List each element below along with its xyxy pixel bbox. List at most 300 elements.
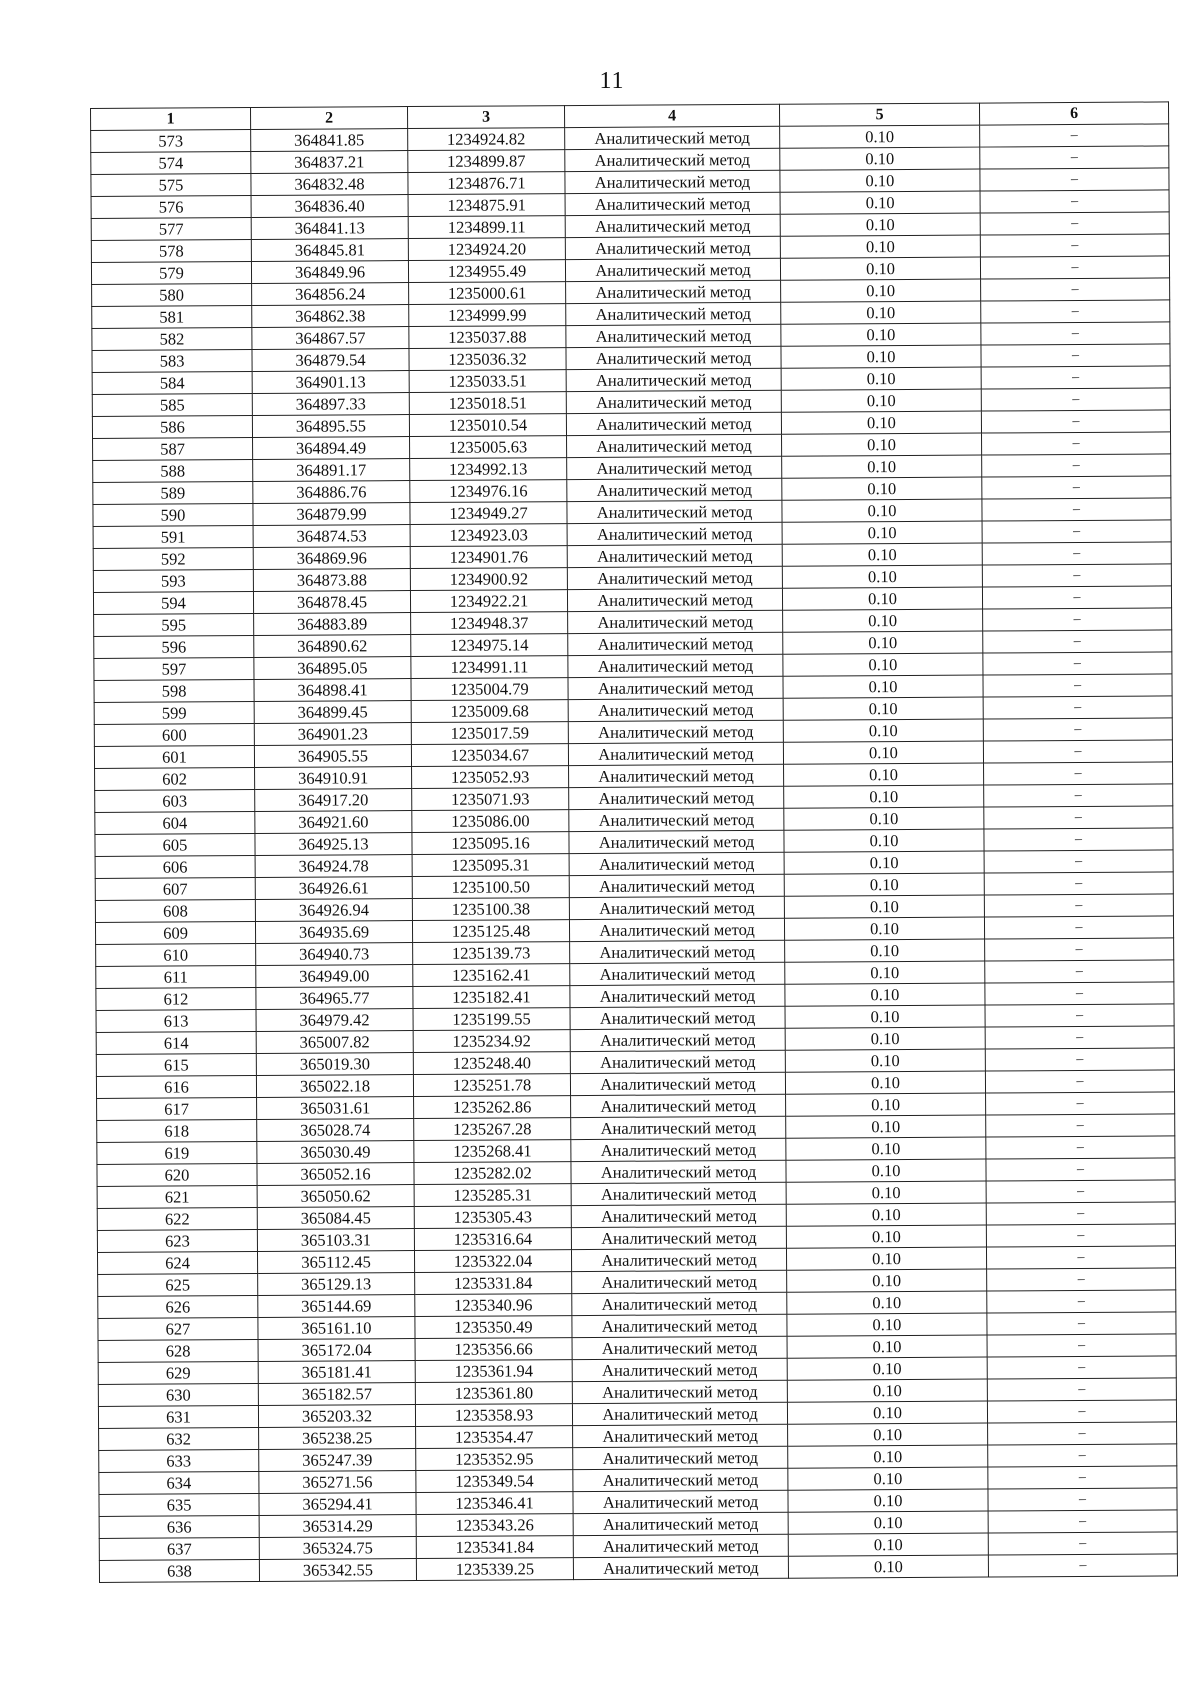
note-cell: –: [983, 652, 1172, 675]
x-coordinate-cell: 364869.96: [253, 547, 410, 570]
method-cell: Аналитический метод: [572, 1314, 787, 1337]
point-number-cell: 634: [99, 1471, 259, 1494]
note-cell: –: [980, 124, 1169, 147]
x-coordinate-cell: 364917.20: [255, 789, 412, 812]
accuracy-cell: 0.10: [781, 279, 981, 302]
accuracy-cell: 0.10: [784, 763, 984, 786]
note-cell: –: [987, 1268, 1176, 1291]
x-coordinate-cell: 364874.53: [253, 525, 410, 548]
point-number-cell: 604: [95, 812, 255, 835]
note-cell: –: [985, 1004, 1174, 1027]
x-coordinate-cell: 364925.13: [255, 833, 412, 856]
accuracy-cell: 0.10: [785, 939, 985, 962]
method-cell: Аналитический метод: [567, 588, 782, 611]
note-cell: –: [982, 476, 1171, 499]
note-cell: –: [981, 366, 1170, 389]
x-coordinate-cell: 365007.82: [256, 1031, 413, 1054]
point-number-cell: 587: [93, 438, 253, 461]
point-number-cell: 636: [99, 1515, 259, 1538]
accuracy-cell: 0.10: [784, 917, 984, 940]
point-number-cell: 624: [97, 1251, 257, 1274]
point-number-cell: 622: [97, 1207, 257, 1230]
y-coordinate-cell: 1235248.40: [413, 1052, 570, 1075]
y-coordinate-cell: 1235199.55: [413, 1008, 570, 1031]
accuracy-cell: 0.10: [787, 1379, 987, 1402]
y-coordinate-cell: 1235004.79: [411, 678, 568, 701]
y-coordinate-cell: 1235139.73: [413, 942, 570, 965]
x-coordinate-cell: 364924.78: [255, 855, 412, 878]
accuracy-cell: 0.10: [780, 191, 980, 214]
accuracy-cell: 0.10: [785, 1027, 985, 1050]
method-cell: Аналитический метод: [572, 1292, 787, 1315]
accuracy-cell: 0.10: [784, 873, 984, 896]
method-cell: Аналитический метод: [573, 1512, 788, 1535]
method-cell: Аналитический метод: [566, 412, 781, 435]
method-cell: Аналитический метод: [572, 1380, 787, 1403]
point-number-cell: 623: [97, 1229, 257, 1252]
y-coordinate-cell: 1234991.11: [411, 656, 568, 679]
note-cell: –: [987, 1356, 1176, 1379]
x-coordinate-cell: 364921.60: [255, 811, 412, 834]
point-number-cell: 603: [95, 790, 255, 813]
x-coordinate-cell: 365294.41: [259, 1493, 416, 1516]
method-cell: Аналитический метод: [568, 720, 783, 743]
method-cell: Аналитический метод: [568, 632, 783, 655]
note-cell: –: [986, 1092, 1175, 1115]
accuracy-cell: 0.10: [780, 235, 980, 258]
method-cell: Аналитический метод: [566, 302, 781, 325]
method-cell: Аналитический метод: [566, 346, 781, 369]
method-cell: Аналитический метод: [570, 962, 785, 985]
y-coordinate-cell: 1235034.67: [411, 744, 568, 767]
point-number-cell: 638: [99, 1559, 259, 1582]
y-coordinate-cell: 1235100.50: [412, 876, 569, 899]
point-number-cell: 573: [91, 130, 251, 153]
method-cell: Аналитический метод: [565, 148, 780, 171]
accuracy-cell: 0.10: [781, 323, 981, 346]
accuracy-cell: 0.10: [787, 1335, 987, 1358]
y-coordinate-cell: 1235005.63: [410, 436, 567, 459]
accuracy-cell: 0.10: [782, 433, 982, 456]
accuracy-cell: 0.10: [788, 1511, 988, 1534]
point-number-cell: 581: [92, 306, 252, 329]
x-coordinate-cell: 364890.62: [254, 635, 411, 658]
method-cell: Аналитический метод: [567, 522, 782, 545]
note-cell: –: [982, 520, 1171, 543]
method-cell: Аналитический метод: [571, 1204, 786, 1227]
y-coordinate-cell: 1235037.88: [409, 326, 566, 349]
note-cell: –: [982, 498, 1171, 521]
x-coordinate-cell: 365019.30: [256, 1053, 413, 1076]
method-cell: Аналитический метод: [569, 896, 784, 919]
accuracy-cell: 0.10: [781, 411, 981, 434]
accuracy-cell: 0.10: [786, 1093, 986, 1116]
method-cell: Аналитический метод: [573, 1534, 788, 1557]
method-cell: Аналитический метод: [570, 1072, 785, 1095]
point-number-cell: 598: [94, 680, 254, 703]
column-header: 6: [979, 102, 1168, 125]
note-cell: –: [981, 410, 1170, 433]
note-cell: –: [988, 1554, 1177, 1577]
note-cell: –: [982, 542, 1171, 565]
note-cell: –: [981, 388, 1170, 411]
column-header: 2: [251, 107, 408, 130]
y-coordinate-cell: 1235262.86: [414, 1096, 571, 1119]
note-cell: –: [984, 762, 1173, 785]
note-cell: –: [986, 1114, 1175, 1137]
point-number-cell: 611: [96, 966, 256, 989]
point-number-cell: 602: [95, 768, 255, 791]
y-coordinate-cell: 1235322.04: [414, 1250, 571, 1273]
x-coordinate-cell: 364878.45: [253, 591, 410, 614]
accuracy-cell: 0.10: [782, 499, 982, 522]
x-coordinate-cell: 365161.10: [258, 1317, 415, 1340]
x-coordinate-cell: 365314.29: [259, 1515, 416, 1538]
table-body: [91, 124, 1178, 1583]
accuracy-cell: 0.10: [783, 631, 983, 654]
x-coordinate-cell: 364879.54: [252, 349, 409, 372]
x-coordinate-cell: 364845.81: [251, 239, 408, 262]
accuracy-cell: 0.10: [787, 1269, 987, 1292]
x-coordinate-cell: 365052.16: [257, 1163, 414, 1186]
note-cell: –: [985, 1070, 1174, 1093]
note-cell: –: [987, 1312, 1176, 1335]
column-header: 4: [564, 104, 779, 127]
method-cell: Аналитический метод: [565, 236, 780, 259]
note-cell: –: [983, 608, 1172, 631]
method-cell: Аналитический метод: [570, 1006, 785, 1029]
y-coordinate-cell: 1235036.32: [409, 348, 566, 371]
point-number-cell: 612: [96, 988, 256, 1011]
point-number-cell: 606: [95, 856, 255, 879]
y-coordinate-cell: 1235268.41: [414, 1140, 571, 1163]
method-cell: Аналитический метод: [567, 434, 782, 457]
point-number-cell: 596: [94, 636, 254, 659]
method-cell: Аналитический метод: [569, 874, 784, 897]
y-coordinate-cell: 1235285.31: [414, 1184, 571, 1207]
accuracy-cell: 0.10: [783, 719, 983, 742]
note-cell: –: [986, 1224, 1175, 1247]
y-coordinate-cell: 1235100.38: [412, 898, 569, 921]
x-coordinate-cell: 364894.49: [253, 437, 410, 460]
y-coordinate-cell: 1235162.41: [413, 964, 570, 987]
method-cell: Аналитический метод: [566, 390, 781, 413]
point-number-cell: 630: [98, 1383, 258, 1406]
coordinates-table: [90, 101, 1178, 1583]
x-coordinate-cell: 364979.42: [256, 1009, 413, 1032]
note-cell: –: [983, 674, 1172, 697]
note-cell: –: [982, 564, 1171, 587]
x-coordinate-cell: 365247.39: [259, 1449, 416, 1472]
y-coordinate-cell: 1234924.20: [408, 238, 565, 261]
note-cell: –: [987, 1400, 1176, 1423]
x-coordinate-cell: 365203.32: [258, 1405, 415, 1428]
note-cell: –: [987, 1290, 1176, 1313]
x-coordinate-cell: 364836.40: [251, 195, 408, 218]
note-cell: –: [980, 168, 1169, 191]
point-number-cell: 631: [98, 1405, 258, 1428]
column-header: 1: [91, 108, 251, 131]
accuracy-cell: 0.10: [781, 345, 981, 368]
method-cell: Аналитический метод: [573, 1556, 788, 1579]
y-coordinate-cell: 1234992.13: [410, 458, 567, 481]
note-cell: –: [984, 828, 1173, 851]
x-coordinate-cell: 364899.45: [254, 701, 411, 724]
x-coordinate-cell: 364856.24: [252, 283, 409, 306]
note-cell: –: [988, 1532, 1177, 1555]
method-cell: Аналитический метод: [565, 170, 780, 193]
method-cell: Аналитический метод: [573, 1468, 788, 1491]
note-cell: –: [986, 1136, 1175, 1159]
accuracy-cell: 0.10: [785, 1049, 985, 1072]
accuracy-cell: 0.10: [788, 1489, 988, 1512]
x-coordinate-cell: 364879.99: [253, 503, 410, 526]
y-coordinate-cell: 1235071.93: [412, 788, 569, 811]
method-cell: Аналитический метод: [567, 544, 782, 567]
note-cell: –: [988, 1422, 1177, 1445]
method-cell: Аналитический метод: [573, 1490, 788, 1513]
method-cell: Аналитический метод: [571, 1116, 786, 1139]
x-coordinate-cell: 365181.41: [258, 1361, 415, 1384]
accuracy-cell: 0.10: [782, 565, 982, 588]
point-number-cell: 577: [91, 218, 251, 241]
y-coordinate-cell: 1234949.27: [410, 502, 567, 525]
x-coordinate-cell: 365050.62: [257, 1185, 414, 1208]
accuracy-cell: 0.10: [788, 1467, 988, 1490]
x-coordinate-cell: 365129.13: [258, 1273, 415, 1296]
x-coordinate-cell: 364862.38: [252, 305, 409, 328]
accuracy-cell: 0.10: [785, 1005, 985, 1028]
x-coordinate-cell: 365271.56: [259, 1471, 416, 1494]
accuracy-cell: 0.10: [786, 1203, 986, 1226]
y-coordinate-cell: 1235331.84: [415, 1272, 572, 1295]
accuracy-cell: 0.10: [782, 587, 982, 610]
accuracy-cell: 0.10: [788, 1555, 988, 1578]
y-coordinate-cell: 1234901.76: [410, 546, 567, 569]
y-coordinate-cell: 1235339.25: [416, 1558, 573, 1581]
accuracy-cell: 0.10: [782, 477, 982, 500]
point-number-cell: 585: [92, 394, 252, 417]
x-coordinate-cell: 364832.48: [251, 173, 408, 196]
point-number-cell: 619: [97, 1142, 257, 1165]
method-cell: Аналитический метод: [569, 764, 784, 787]
y-coordinate-cell: 1235010.54: [409, 414, 566, 437]
point-number-cell: 620: [97, 1163, 257, 1186]
y-coordinate-cell: 1235316.64: [414, 1228, 571, 1251]
method-cell: Аналитический метод: [566, 324, 781, 347]
point-number-cell: 579: [91, 262, 251, 285]
point-number-cell: 605: [95, 834, 255, 857]
note-cell: –: [981, 344, 1170, 367]
x-coordinate-cell: 364837.21: [251, 151, 408, 174]
point-number-cell: 601: [94, 746, 254, 769]
note-cell: –: [984, 872, 1173, 895]
point-number-cell: 582: [92, 328, 252, 351]
accuracy-cell: 0.10: [783, 741, 983, 764]
method-cell: Аналитический метод: [568, 698, 783, 721]
y-coordinate-cell: 1235354.47: [416, 1426, 573, 1449]
method-cell: Аналитический метод: [566, 280, 781, 303]
accuracy-cell: 0.10: [786, 1247, 986, 1270]
method-cell: Аналитический метод: [571, 1248, 786, 1271]
method-cell: Аналитический метод: [568, 676, 783, 699]
point-number-cell: 588: [93, 460, 253, 483]
x-coordinate-cell: 365103.31: [257, 1229, 414, 1252]
y-coordinate-cell: 1235033.51: [409, 370, 566, 393]
note-cell: –: [984, 894, 1173, 917]
note-cell: –: [984, 784, 1173, 807]
y-coordinate-cell: 1235095.31: [412, 854, 569, 877]
y-coordinate-cell: 1234975.14: [411, 634, 568, 657]
method-cell: Аналитический метод: [571, 1226, 786, 1249]
point-number-cell: 609: [95, 922, 255, 945]
accuracy-cell: 0.10: [785, 983, 985, 1006]
method-cell: Аналитический метод: [565, 192, 780, 215]
y-coordinate-cell: 1234948.37: [411, 612, 568, 635]
x-coordinate-cell: 364926.94: [255, 899, 412, 922]
y-coordinate-cell: 1235352.95: [416, 1448, 573, 1471]
x-coordinate-cell: 364895.55: [252, 415, 409, 438]
method-cell: Аналитический метод: [569, 852, 784, 875]
y-coordinate-cell: 1235343.26: [416, 1514, 573, 1537]
point-number-cell: 629: [98, 1361, 258, 1384]
accuracy-cell: 0.10: [784, 829, 984, 852]
y-coordinate-cell: 1234955.49: [408, 260, 565, 283]
point-number-cell: 590: [93, 504, 253, 527]
y-coordinate-cell: 1234999.99: [409, 304, 566, 327]
point-number-cell: 627: [98, 1317, 258, 1340]
point-number-cell: 584: [92, 372, 252, 395]
x-coordinate-cell: 364883.89: [254, 613, 411, 636]
accuracy-cell: 0.10: [782, 455, 982, 478]
y-coordinate-cell: 1235052.93: [412, 766, 569, 789]
point-number-cell: 586: [92, 416, 252, 439]
x-coordinate-cell: 364841.85: [251, 129, 408, 152]
method-cell: Аналитический метод: [573, 1424, 788, 1447]
y-coordinate-cell: 1235341.84: [416, 1536, 573, 1559]
point-number-cell: 580: [92, 284, 252, 307]
method-cell: Аналитический метод: [570, 1050, 785, 1073]
method-cell: Аналитический метод: [567, 566, 782, 589]
note-cell: –: [985, 938, 1174, 961]
accuracy-cell: 0.10: [787, 1313, 987, 1336]
y-coordinate-cell: 1234900.92: [410, 568, 567, 591]
accuracy-cell: 0.10: [788, 1533, 988, 1556]
method-cell: Аналитический метод: [570, 940, 785, 963]
x-coordinate-cell: 364935.69: [255, 921, 412, 944]
x-coordinate-cell: 365324.75: [259, 1537, 416, 1560]
y-coordinate-cell: 1234899.87: [408, 150, 565, 173]
y-coordinate-cell: 1235125.48: [412, 920, 569, 943]
accuracy-cell: 0.10: [784, 807, 984, 830]
method-cell: Аналитический метод: [567, 456, 782, 479]
note-cell: –: [985, 982, 1174, 1005]
y-coordinate-cell: 1235350.49: [415, 1316, 572, 1339]
point-number-cell: 595: [94, 614, 254, 637]
x-coordinate-cell: 365172.04: [258, 1339, 415, 1362]
y-coordinate-cell: 1235358.93: [415, 1404, 572, 1427]
point-number-cell: 614: [96, 1032, 256, 1055]
point-number-cell: 575: [91, 174, 251, 197]
method-cell: Аналитический метод: [572, 1402, 787, 1425]
accuracy-cell: 0.10: [787, 1291, 987, 1314]
note-cell: –: [986, 1202, 1175, 1225]
method-cell: Аналитический метод: [573, 1446, 788, 1469]
x-coordinate-cell: 364897.33: [252, 393, 409, 416]
point-number-cell: 621: [97, 1185, 257, 1208]
method-cell: Аналитический метод: [570, 1028, 785, 1051]
point-number-cell: 591: [93, 526, 253, 549]
accuracy-cell: 0.10: [787, 1357, 987, 1380]
point-number-cell: 600: [94, 724, 254, 747]
accuracy-cell: 0.10: [783, 675, 983, 698]
note-cell: –: [982, 586, 1171, 609]
x-coordinate-cell: 364901.23: [254, 723, 411, 746]
y-coordinate-cell: 1235361.94: [415, 1360, 572, 1383]
point-number-cell: 616: [96, 1076, 256, 1099]
y-coordinate-cell: 1234876.71: [408, 172, 565, 195]
note-cell: –: [987, 1334, 1176, 1357]
accuracy-cell: 0.10: [786, 1137, 986, 1160]
note-cell: –: [980, 256, 1169, 279]
accuracy-cell: 0.10: [783, 609, 983, 632]
accuracy-cell: 0.10: [781, 301, 981, 324]
x-coordinate-cell: 365112.45: [257, 1251, 414, 1274]
accuracy-cell: 0.10: [784, 895, 984, 918]
point-number-cell: 583: [92, 350, 252, 373]
x-coordinate-cell: 364895.05: [254, 657, 411, 680]
x-coordinate-cell: 364965.77: [256, 987, 413, 1010]
x-coordinate-cell: 364841.13: [251, 217, 408, 240]
point-number-cell: 576: [91, 196, 251, 219]
x-coordinate-cell: 364926.61: [255, 877, 412, 900]
accuracy-cell: 0.10: [786, 1115, 986, 1138]
y-coordinate-cell: 1234976.16: [410, 480, 567, 503]
method-cell: Аналитический метод: [569, 786, 784, 809]
y-coordinate-cell: 1235086.00: [412, 810, 569, 833]
point-number-cell: 628: [98, 1339, 258, 1362]
method-cell: Аналитический метод: [565, 214, 780, 237]
method-cell: Аналитический метод: [571, 1160, 786, 1183]
point-number-cell: 632: [99, 1427, 259, 1450]
accuracy-cell: 0.10: [781, 389, 981, 412]
y-coordinate-cell: 1235018.51: [409, 392, 566, 415]
accuracy-cell: 0.10: [788, 1423, 988, 1446]
y-coordinate-cell: 1235361.80: [415, 1382, 572, 1405]
y-coordinate-cell: 1235251.78: [413, 1074, 570, 1097]
x-coordinate-cell: 364901.13: [252, 371, 409, 394]
note-cell: –: [988, 1488, 1177, 1511]
y-coordinate-cell: 1234923.03: [410, 524, 567, 547]
note-cell: –: [988, 1444, 1177, 1467]
note-cell: –: [981, 300, 1170, 323]
point-number-cell: 637: [99, 1537, 259, 1560]
x-coordinate-cell: 365342.55: [259, 1559, 416, 1582]
x-coordinate-cell: 365182.57: [258, 1383, 415, 1406]
accuracy-cell: 0.10: [780, 213, 980, 236]
method-cell: Аналитический метод: [568, 610, 783, 633]
accuracy-cell: 0.10: [783, 653, 983, 676]
x-coordinate-cell: 364886.76: [253, 481, 410, 504]
point-number-cell: 626: [98, 1295, 258, 1318]
y-coordinate-cell: 1235182.41: [413, 986, 570, 1009]
note-cell: –: [981, 322, 1170, 345]
x-coordinate-cell: 364891.17: [253, 459, 410, 482]
x-coordinate-cell: 364949.00: [256, 965, 413, 988]
y-coordinate-cell: 1235095.16: [412, 832, 569, 855]
note-cell: –: [980, 212, 1169, 235]
note-cell: –: [980, 190, 1169, 213]
